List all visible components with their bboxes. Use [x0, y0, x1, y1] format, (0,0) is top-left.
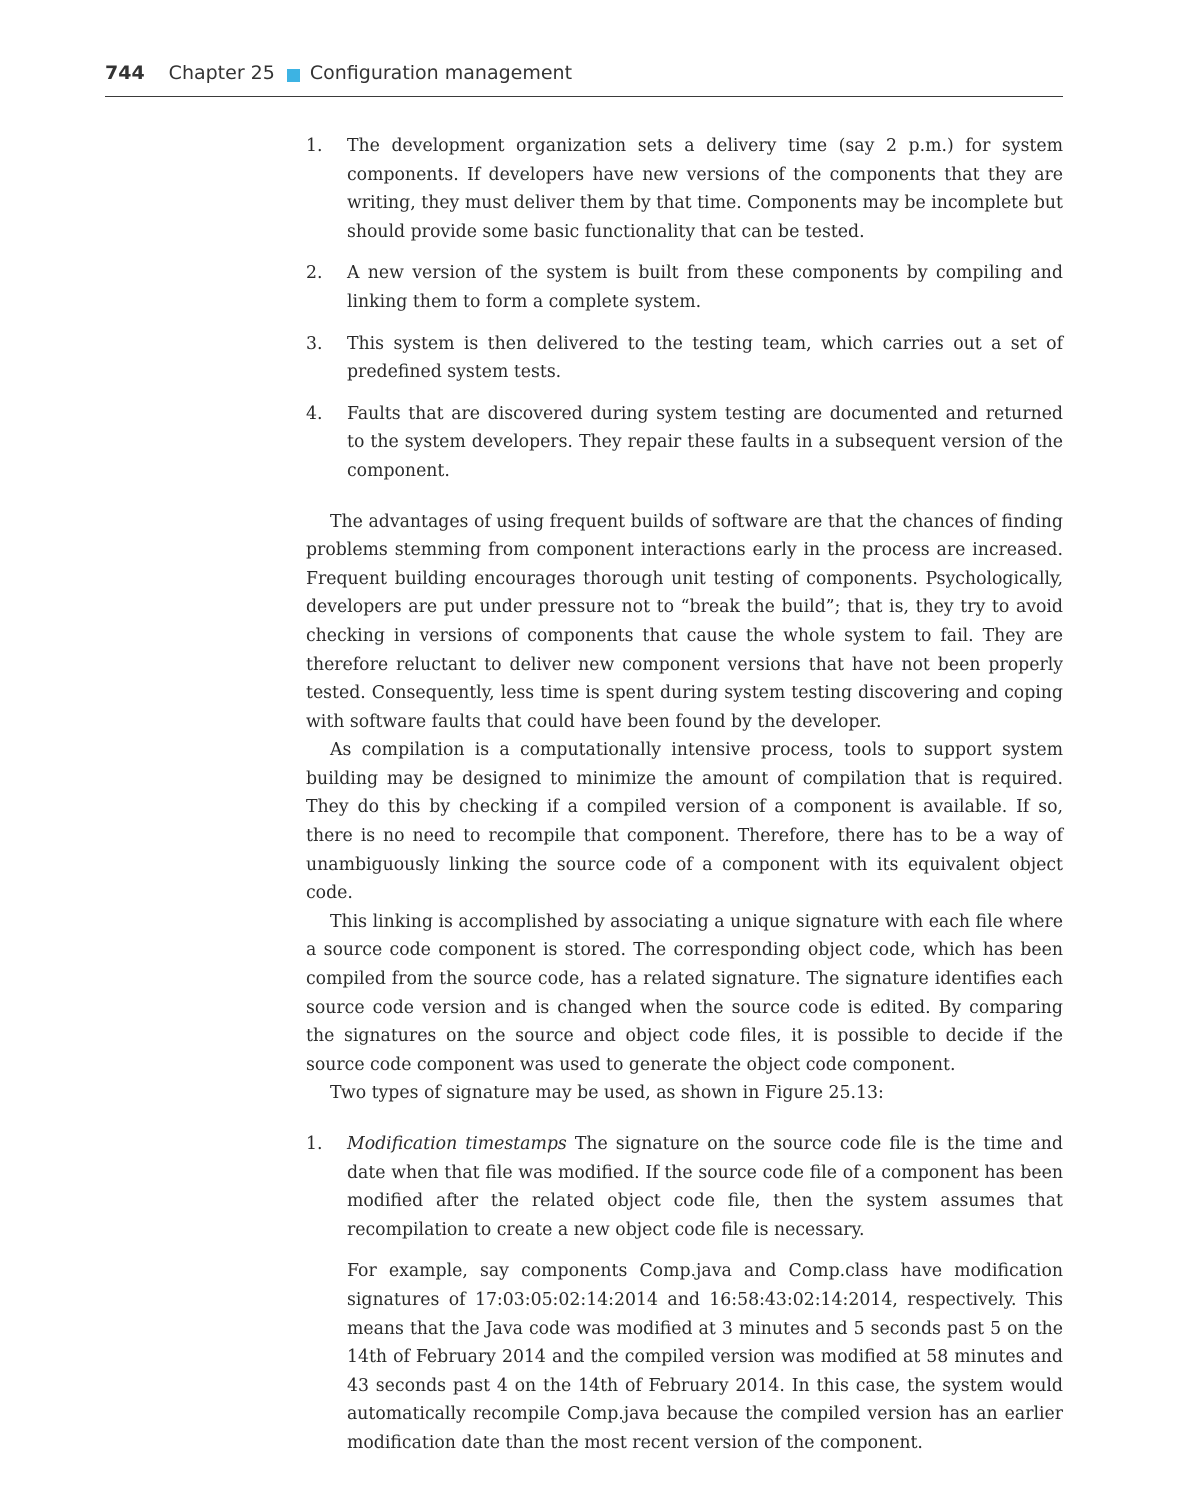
- build-process-list: [306, 132, 1063, 486]
- list-text: Faults that are discovered during system testing are documented and returned to the system developers. They repair these faults in a subsequent version of the component.: [347, 403, 1063, 481]
- chapter-separator-square-icon: [287, 69, 300, 82]
- running-header: [105, 62, 1063, 97]
- example-paragraph: For example, say components Comp.java and Comp.class have modification signatures of 17:03:05:02:14:2014 and 16:58:43:02:14:2014, respectively. This means that the Java code was modified at 3 minutes and 5 seconds past 5 on the 14th of February 2014 and the compiled version was modified at 58 minutes and 43 seconds past 4 on the 14th of February 2014. In this case, the system would automatically recompile Comp.java because the compiled version has an earlier modification date than the most recent version of the component.: [347, 1261, 1063, 1453]
- list-term: Modification timestamps: [347, 1134, 567, 1154]
- page-number: 744: [105, 62, 145, 84]
- list-number: 4.: [306, 403, 323, 424]
- list-item: [306, 1130, 1063, 1458]
- chapter-title: Configuration management: [309, 62, 573, 84]
- list-item: [306, 259, 1063, 316]
- list-number: 1.: [306, 1134, 323, 1154]
- list-text: A new version of the system is built from these components by compiling and linking them to form a complete system.: [347, 263, 1063, 312]
- list-text: The signature on the source code file is the time and date when that file was modified. If the source code file of a component has been modified after the related object code file, then the system assumes that recompilation to create a new object code file is necessary.: [347, 1134, 1063, 1240]
- list-item: [306, 400, 1063, 486]
- page-body: [306, 132, 1063, 1458]
- list-text: This system is then delivered to the testing team, which carries out a set of predefined system tests.: [347, 333, 1063, 383]
- body-paragraph: Two types of signature may be used, as shown in Figure 25.13:: [330, 1083, 884, 1104]
- chapter-label: Chapter 25: [168, 62, 275, 84]
- list-number: 1.: [306, 136, 323, 156]
- list-item: [306, 132, 1063, 246]
- list-text: The development organization sets a delivery time (say 2 p.m.) for system components. If developers have new versions of the components that they are writing, they must deliver them by that time. Components may be incomplete but should provide some basic functionality that can be tested.: [347, 136, 1063, 242]
- list-item: [306, 330, 1063, 387]
- body-paragraph: As compilation is a computationally intensive process, tools to support system building may be designed to minimize the amount of compilation that is required. They do this by checking if a compiled version of a component is available. If so, there is no need to recompile that component. Therefore, there has to be a way of unambiguously linking the source code of a component with its equivalent object code.: [306, 740, 1063, 904]
- signature-types-list: [306, 1130, 1063, 1458]
- list-number: 3.: [306, 333, 323, 354]
- list-number: 2.: [306, 263, 323, 284]
- body-paragraph: The advantages of using frequent builds of software are that the chances of finding problems stemming from component interactions early in the process are increased. Frequent building encourages thorough unit testing of components. Psychologically, developers are put under pressure not to “break the build”; that is, they try to avoid checking in versions of components that cause the whole system to fail. They are therefore reluctant to deliver new component versions that have not been properly tested. Consequently, less time is spent during system testing discovering and coping with software faults that could have been found by the developer.: [306, 511, 1063, 732]
- body-paragraph: This linking is accomplished by associating a unique signature with each file where a source code component is stored. The corresponding object code, which has been compiled from the source code, has a related signature. The signature identifies each source code version and is changed when the source code is edited. By comparing the signatures on the source and object code files, it is possible to decide if the source code component was used to generate the object code component.: [306, 911, 1063, 1075]
